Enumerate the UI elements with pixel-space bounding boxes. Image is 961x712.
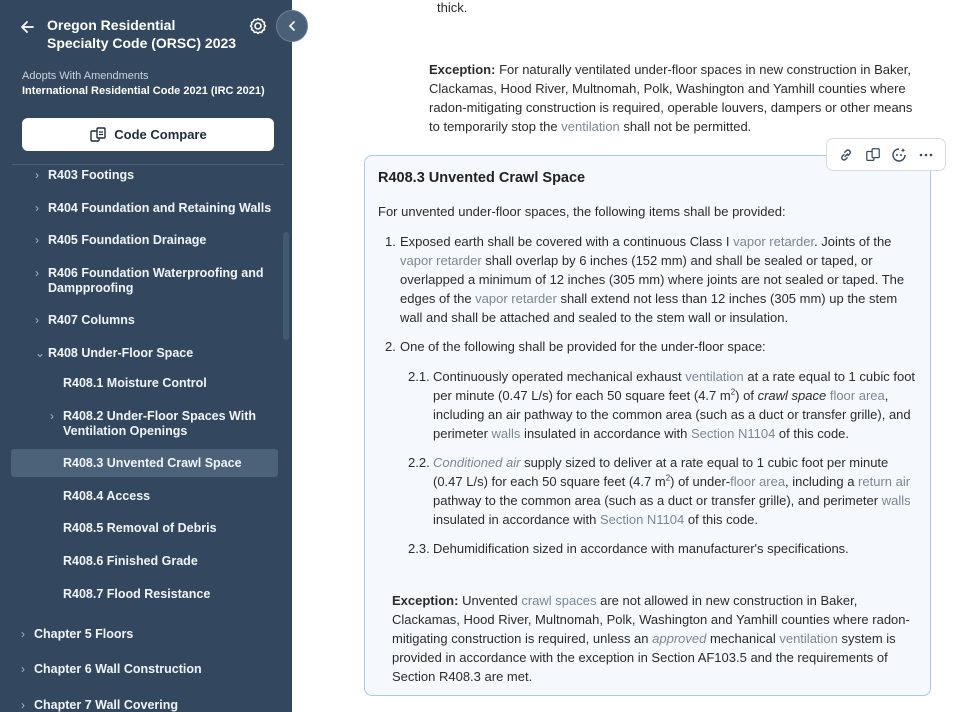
definition-link[interactable]: ventilation: [685, 369, 744, 384]
exception-text: shall not be permitted.: [619, 119, 752, 134]
sublist-item-2-1: Continuously operated mechanical exhaust ventilation at a rate equal to 1 cubic foot per minute (0.47 L/s) for each 50 square feet (4.7 $m^2$) of crawl space floor area, including an air pathway to the common area (such as a duct or transfer grille), and perimeter walls insulated in accordance with Section N1104 of this code.: [433, 369, 916, 441]
chevron-right-icon: ›: [35, 201, 39, 215]
section-toolbar: [826, 138, 946, 171]
definition-link[interactable]: Conditioned air: [433, 455, 521, 470]
toc-item-r408-5[interactable]: R408.5 Removal of Debris: [63, 521, 217, 535]
definition-link[interactable]: walls: [881, 493, 911, 508]
toc-item-r408-1[interactable]: R408.1 Moisture Control: [63, 376, 207, 390]
chevron-down-icon: ⌄: [35, 346, 46, 360]
section-exception: Exception: Unvented crawl spaces are not allowed in new construction in Baker, Clackamas, Hood River, Multnomah, Polk, Washington and Yamhill counties where radon-mitigating construction is required, unless an approved mechanical ventilation system is provided in accordance with the exception in Section AF103.5 and the requirements of Section R408.3 are met.: [392, 593, 910, 684]
base-code-link[interactable]: International Residential Code 2021 (IRC 2021): [22, 85, 265, 97]
book-title: Oregon Residential Specialty Code (ORSC) 2023: [47, 17, 237, 51]
list-number: 1.: [385, 234, 396, 249]
sublist-item-2-3: Dehumidification sized in accordance with manufacturer's specifications.: [433, 541, 849, 556]
chevron-right-icon: ›: [50, 409, 54, 423]
toc-item-chapter-7[interactable]: › Chapter 7 Wall Covering: [21, 698, 179, 712]
section-link[interactable]: Section N1104: [690, 426, 776, 441]
gear-icon[interactable]: [248, 16, 268, 36]
sublist-number: 2.1.: [408, 369, 430, 384]
toc-item-r406[interactable]: › R406 Foundation Waterproofing and Dampproofing: [35, 266, 264, 295]
text-fragment: thick.: [437, 0, 468, 15]
toc-item-r407[interactable]: › R407 Columns: [35, 313, 135, 327]
toc-item-r405[interactable]: › R405 Foundation Drainage: [35, 233, 207, 247]
code-compare-icon: [89, 126, 107, 144]
adopts-label: Adopts With Amendments: [22, 70, 149, 82]
sidebar-header: [0, 0, 292, 62]
list-number: 2.: [385, 339, 396, 354]
definition-link[interactable]: ventilation: [561, 119, 620, 134]
toc-item-r408-3[interactable]: R408.3 Unvented Crawl Space: [63, 456, 242, 470]
sidebar: [0, 0, 292, 712]
sublist-item-2-2: Conditioned air supply sized to deliver at a rate equal to 1 cubic foot per minute (0.47 L/s) for each 50 square feet (4.7 $m^2$) of under-floor area, including a return air pathway to the common area (such as a duct or transfer grille), and perimeter walls insulated in accordance with Section N1104 of this code.: [433, 455, 911, 527]
more-options-icon[interactable]: [918, 147, 934, 163]
definition-link[interactable]: walls: [491, 426, 521, 441]
toc-item-r403[interactable]: › R403 Footings: [35, 168, 135, 182]
toc-item-r408-2[interactable]: › R408.2 Under-Floor Spaces With Ventilation Openings: [50, 409, 256, 438]
chevron-right-icon: ›: [35, 168, 39, 182]
definition-link[interactable]: return air: [858, 474, 911, 489]
definition-link[interactable]: vapor retarder: [400, 253, 482, 268]
toc-item-r408[interactable]: ⌄ R408 Under-Floor Space: [35, 346, 194, 360]
definition-link[interactable]: ventilation: [779, 631, 838, 646]
toc-item-r408-7[interactable]: R408.7 Flood Resistance: [63, 587, 211, 601]
sublist-number: 2.3.: [408, 541, 430, 556]
ai-assist-icon[interactable]: [891, 147, 907, 163]
sublist-number: 2.2.: [408, 455, 430, 470]
list-item-2: One of the following shall be provided for the under-floor space:: [400, 339, 766, 354]
chevron-right-icon: ›: [35, 313, 39, 327]
toc-item-r408-6[interactable]: R408.6 Finished Grade: [63, 554, 198, 568]
section-title: R408.3 Unvented Crawl Space: [378, 170, 586, 186]
definition-link[interactable]: vapor retarder: [733, 234, 815, 249]
chevron-right-icon: ›: [21, 698, 25, 712]
exception-paragraph: [429, 60, 919, 136]
code-content: [292, 0, 961, 712]
toc-item-r408-4[interactable]: R408.4 Access: [63, 489, 151, 503]
definition-link[interactable]: floor area: [730, 474, 786, 489]
divider: [12, 164, 284, 165]
chevron-right-icon: ›: [21, 627, 25, 641]
toc-item-chapter-5[interactable]: › Chapter 5 Floors: [21, 627, 134, 641]
section-link[interactable]: Section N1104: [599, 512, 685, 527]
exception-label: Exception:: [392, 593, 459, 608]
arrow-left-icon[interactable]: [18, 18, 36, 36]
list-item-1: Exposed earth shall be covered with a continuous Class I vapor retarder. Joints of the vapor retarder shall overlap by 6 inches (152 mm) and shall be sealed or taped, or overlapped a minimum of 12 inches (305 mm) where joints are not sealed or taped. The edges of the vapor retarder shall extend not less than 12 inches (305 mm) up the stem wall and shall be attached and sealed to the stem wall or insulation.: [400, 234, 905, 325]
toc-item-r404[interactable]: › R404 Foundation and Retaining Walls: [35, 201, 272, 215]
definition-link[interactable]: crawl spaces: [521, 593, 597, 608]
definition-link[interactable]: approved: [652, 631, 707, 646]
code-compare-label: Code Compare: [114, 127, 207, 142]
exception-text: For naturally ventilated under-floor spaces in new construction in Baker, Clackamas, Hood River, Multnomah, Polk, Washington and Yamhill counties where radon-mitigating construction is required, operable louvers, dampers or other means to temporarily stop the: [429, 62, 913, 134]
chevron-right-icon: ›: [35, 266, 39, 280]
sidebar-scrollbar[interactable]: [283, 232, 289, 340]
chevron-right-icon: ›: [35, 233, 39, 247]
code-compare-button[interactable]: [22, 118, 274, 151]
exception-label: Exception:: [429, 62, 496, 77]
chevron-right-icon: ›: [21, 662, 25, 676]
toc-item-chapter-6[interactable]: › Chapter 6 Wall Construction: [21, 662, 202, 676]
code-compare-icon[interactable]: [865, 147, 881, 163]
definition-link[interactable]: vapor retarder: [475, 291, 557, 306]
section-intro: For unvented under-floor spaces, the following items shall be provided:: [378, 204, 786, 219]
link-icon[interactable]: [838, 147, 854, 163]
definition-link[interactable]: floor area: [826, 388, 885, 403]
